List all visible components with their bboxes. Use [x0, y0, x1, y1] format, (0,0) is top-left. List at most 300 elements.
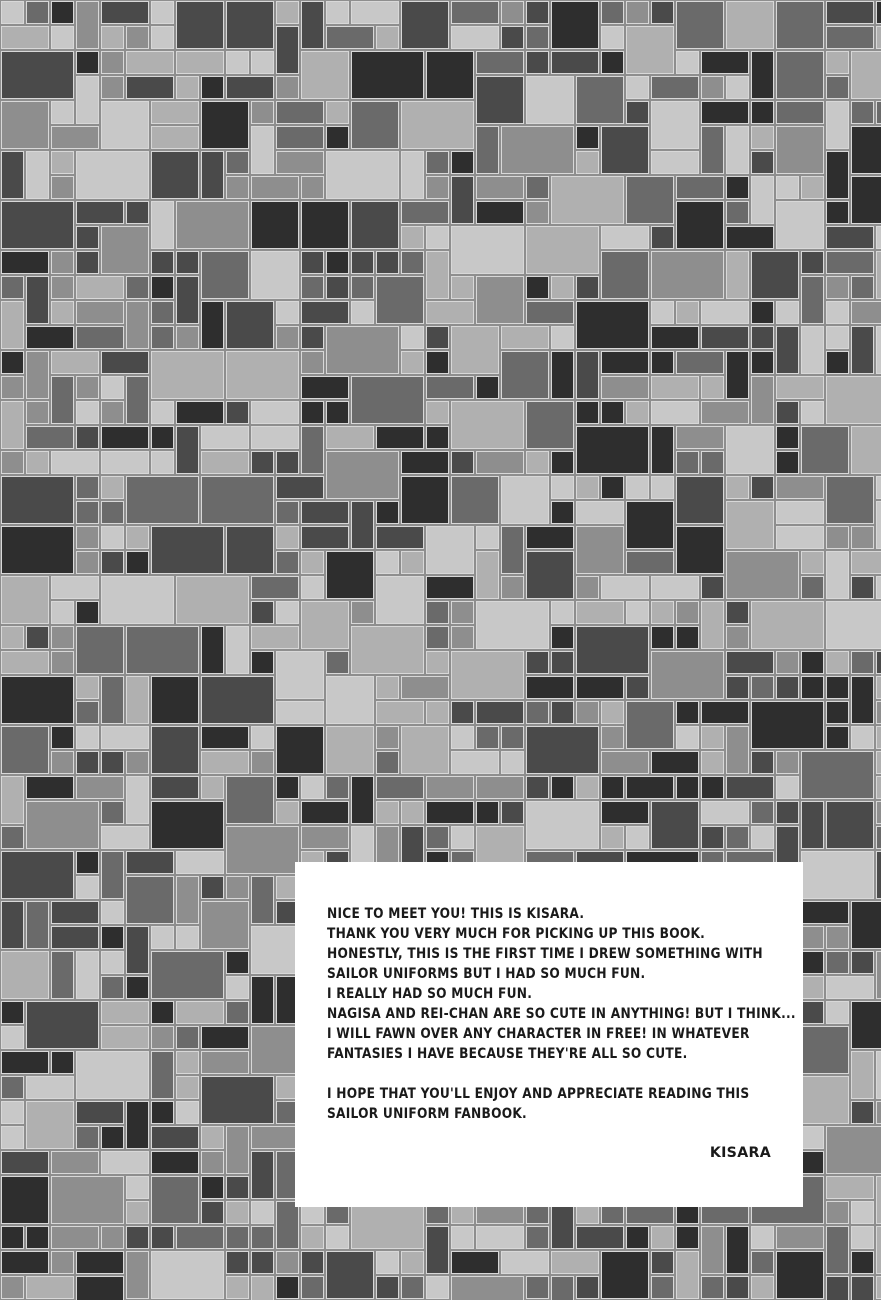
mosaic-tile [252, 252, 299, 299]
mosaic-tile [827, 227, 874, 249]
paragraph-gap [327, 1064, 771, 1084]
mosaic-tile [177, 1002, 224, 1024]
mosaic-tile [302, 577, 324, 599]
mosaic-tile [52, 27, 74, 49]
mosaic-tile [327, 2, 349, 24]
mosaic-tile [802, 1152, 824, 1174]
mosaic-tile [52, 1227, 99, 1249]
mosaic-tile [527, 202, 549, 224]
mosaic-tile [2, 277, 24, 299]
mosaic-tile [827, 27, 874, 49]
mosaic-tile [502, 727, 524, 749]
mosaic-tile [852, 577, 874, 599]
mosaic-tile [252, 1027, 299, 1074]
mosaic-tile [827, 52, 849, 74]
mosaic-tile [277, 777, 299, 799]
mosaic-tile [77, 1277, 124, 1300]
mosaic-tile [602, 1252, 649, 1299]
mosaic-tile [2, 827, 24, 849]
mosaic-tile [427, 1277, 449, 1299]
mosaic-tile [127, 777, 149, 824]
mosaic-tile [127, 1202, 149, 1224]
mosaic-tile [427, 302, 474, 324]
mosaic-tile [77, 1102, 124, 1124]
mosaic-tile [2, 202, 74, 249]
mosaic-tile [427, 377, 474, 399]
mosaic-tile [77, 227, 99, 249]
mosaic-tile [877, 252, 881, 299]
mosaic-tile [177, 402, 224, 424]
mosaic-tile [52, 452, 99, 474]
mosaic-tile [652, 252, 724, 299]
mosaic-tile [577, 777, 599, 799]
mosaic-tile [702, 302, 749, 324]
mosaic-tile [202, 777, 224, 799]
mosaic-tile [152, 952, 224, 999]
mosaic-tile [127, 1227, 149, 1249]
mosaic-tile [77, 377, 99, 399]
mosaic-tile [802, 577, 824, 599]
mosaic-tile [402, 2, 449, 49]
mosaic-tile [552, 702, 574, 724]
mosaic-tile [877, 1102, 881, 1124]
mosaic-tile [77, 552, 99, 574]
mosaic-tile [52, 102, 74, 124]
mosaic-tile [2, 477, 74, 524]
mosaic-tile [452, 727, 474, 749]
mosaic-tile [202, 452, 249, 474]
mosaic-tile [27, 777, 74, 799]
mosaic-tile [802, 1077, 849, 1124]
mosaic-tile [802, 327, 824, 374]
mosaic-tile [352, 1202, 424, 1249]
mosaic-tile [377, 277, 424, 324]
mosaic-tile [727, 777, 774, 799]
mosaic-tile [227, 1277, 249, 1299]
mosaic-tile [652, 1277, 674, 1299]
mosaic-tile [477, 777, 524, 799]
mosaic-tile [77, 327, 124, 349]
mosaic-tile [802, 1127, 824, 1149]
mosaic-tile [252, 52, 274, 74]
mosaic-tile [327, 277, 349, 299]
mosaic-tile [727, 602, 749, 624]
mosaic-tile [177, 1102, 199, 1124]
mosaic-tile [102, 802, 124, 824]
mosaic-tile [552, 627, 574, 649]
mosaic-tile [752, 827, 774, 849]
mosaic-tile [327, 427, 374, 449]
mosaic-tile [102, 902, 124, 924]
mosaic-tile [227, 1202, 249, 1224]
mosaic-tile [27, 1227, 49, 1249]
mosaic-tile [877, 952, 881, 999]
mosaic-tile [352, 377, 424, 424]
mosaic-tile [802, 677, 824, 699]
mosaic-tile [102, 677, 124, 724]
mosaic-tile [827, 2, 874, 24]
mosaic-tile [152, 277, 174, 299]
mosaic-tile [752, 177, 774, 224]
mosaic-tile [527, 452, 549, 474]
mosaic-tile [102, 52, 124, 74]
mosaic-tile [27, 427, 74, 449]
mosaic-tile [852, 1252, 874, 1274]
mosaic-tile [877, 1277, 881, 1299]
mosaic-tile [202, 627, 224, 674]
mosaic-tile [652, 752, 699, 774]
mosaic-tile [677, 602, 699, 624]
mosaic-tile [227, 77, 274, 99]
mosaic-tile [102, 402, 124, 424]
mosaic-tile [327, 727, 374, 774]
mosaic-tile [752, 152, 774, 174]
mosaic-tile [102, 77, 124, 99]
mosaic-tile [277, 1277, 299, 1299]
mosaic-tile [852, 727, 874, 749]
mosaic-tile [402, 802, 424, 824]
mosaic-tile [27, 152, 49, 199]
mosaic-tile [802, 952, 824, 974]
mosaic-tile [277, 802, 299, 824]
mosaic-tile [702, 1277, 724, 1299]
mosaic-tile [327, 327, 399, 374]
mosaic-tile [427, 227, 449, 249]
mosaic-tile [127, 377, 149, 424]
mosaic-tile [427, 427, 449, 449]
mosaic-tile [277, 552, 299, 574]
mosaic-tile [102, 552, 124, 574]
mosaic-tile [752, 102, 774, 124]
mosaic-tile [752, 327, 774, 349]
mosaic-tile [252, 727, 274, 749]
mosaic-tile [577, 1227, 624, 1249]
mosaic-tile [502, 752, 524, 774]
mosaic-tile [752, 1227, 774, 1249]
mosaic-tile [827, 527, 849, 549]
mosaic-tile [427, 1227, 449, 1274]
mosaic-tile [302, 1277, 324, 1299]
mosaic-tile [2, 27, 49, 49]
mosaic-tile [27, 802, 99, 849]
mosaic-tile [252, 877, 274, 924]
mosaic-tile [327, 27, 374, 49]
mosaic-tile [152, 327, 174, 349]
mosaic-tile [452, 327, 499, 374]
mosaic-tile [277, 702, 324, 724]
mosaic-tile [452, 1277, 524, 1300]
mosaic-tile [827, 927, 849, 949]
mosaic-tile [402, 327, 424, 349]
mosaic-tile [452, 1227, 474, 1249]
mosaic-tile [602, 377, 649, 399]
mosaic-tile [52, 2, 74, 24]
mosaic-tile [552, 1277, 574, 1300]
mosaic-tile [677, 1252, 699, 1299]
mosaic-tile [752, 677, 774, 699]
mosaic-tile [252, 752, 274, 774]
mosaic-tile [2, 302, 24, 349]
mosaic-tile [2, 952, 49, 999]
mosaic-tile [277, 302, 299, 324]
mosaic-tile [52, 152, 74, 174]
mosaic-tile [377, 802, 399, 824]
mosaic-tile [677, 477, 724, 524]
mosaic-tile [77, 502, 99, 524]
mosaic-tile [427, 702, 449, 724]
mosaic-tile [527, 77, 574, 124]
mosaic-tile [877, 852, 881, 899]
mosaic-tile [52, 627, 74, 649]
mosaic-tile [652, 227, 674, 249]
mosaic-tile [377, 577, 424, 624]
mosaic-tile [2, 1252, 49, 1274]
mosaic-tile [2, 377, 24, 399]
note-line: NAGISA AND REI-CHAN ARE SO CUTE IN ANYTHING! BUT I THINK... [327, 1006, 796, 1022]
mosaic-tile [277, 1202, 299, 1249]
mosaic-tile [177, 577, 249, 624]
mosaic-tile [577, 1277, 599, 1299]
mosaic-tile [302, 827, 349, 849]
mosaic-tile [52, 1177, 124, 1224]
mosaic-tile [177, 1227, 224, 1249]
mosaic-tile [202, 1052, 249, 1074]
mosaic-tile [827, 802, 874, 849]
mosaic-tile [852, 1277, 874, 1300]
mosaic-tile [452, 177, 474, 224]
mosaic-tile [227, 352, 299, 399]
mosaic-tile [77, 677, 99, 699]
mosaic-tile [452, 452, 474, 474]
note-line: SAILOR UNIFORMS BUT I HAD SO MUCH FUN. [327, 966, 646, 982]
mosaic-tile [152, 402, 174, 424]
mosaic-tile [152, 777, 199, 799]
mosaic-tile [877, 702, 881, 724]
mosaic-tile [652, 602, 674, 624]
mosaic-tile [652, 402, 699, 424]
mosaic-tile [577, 277, 599, 299]
mosaic-tile [652, 627, 674, 649]
mosaic-tile [652, 102, 699, 149]
mosaic-tile [652, 1227, 674, 1249]
mosaic-tile [877, 1052, 881, 1099]
note-line: THANK YOU VERY MUCH FOR PICKING UP THIS BOOK. [327, 926, 706, 942]
mosaic-tile [852, 1202, 874, 1224]
mosaic-tile [2, 1102, 24, 1124]
mosaic-tile [827, 202, 849, 224]
mosaic-tile [702, 1227, 724, 1274]
mosaic-tile [802, 802, 824, 849]
mosaic-tile [352, 202, 399, 249]
mosaic-tile [2, 652, 49, 674]
mosaic-tile [802, 177, 824, 199]
mosaic-tile [277, 477, 324, 499]
mosaic-tile [152, 252, 174, 274]
mosaic-tile [277, 27, 299, 74]
mosaic-tile [627, 677, 649, 699]
mosaic-tile [52, 752, 74, 774]
mosaic-tile [102, 952, 124, 974]
mosaic-tile [302, 302, 349, 324]
mosaic-tile [402, 477, 449, 524]
mosaic-tile [502, 527, 524, 574]
mosaic-tile [777, 802, 799, 824]
mosaic-tile [677, 352, 724, 374]
mosaic-tile [327, 402, 349, 424]
mosaic-tile [702, 802, 749, 824]
mosaic-tile [202, 102, 249, 149]
mosaic-tile [727, 1277, 749, 1299]
mosaic-tile [452, 402, 524, 449]
mosaic-tile [277, 127, 324, 149]
mosaic-tile [602, 52, 624, 74]
mosaic-tile [427, 52, 474, 99]
mosaic-tile [777, 777, 799, 799]
mosaic-tile [702, 77, 724, 99]
mosaic-tile [827, 1277, 849, 1300]
mosaic-tile [527, 702, 549, 724]
mosaic-tile [302, 427, 324, 474]
mosaic-tile [127, 552, 149, 574]
mosaic-tile [2, 1052, 49, 1074]
mosaic-tile [777, 1227, 824, 1249]
mosaic-tile [2, 452, 24, 474]
mosaic-tile [477, 277, 524, 324]
mosaic-tile [202, 477, 274, 524]
mosaic-tile [652, 352, 674, 374]
mosaic-tile [852, 327, 874, 374]
mosaic-tile [827, 1127, 881, 1174]
mosaic-tile [602, 802, 649, 824]
mosaic-tile [202, 302, 224, 349]
mosaic-tile [852, 1002, 881, 1049]
mosaic-tile [552, 502, 574, 524]
mosaic-tile [102, 2, 149, 24]
mosaic-tile [477, 527, 499, 549]
mosaic-tile [227, 1002, 249, 1024]
mosaic-tile [652, 477, 674, 499]
mosaic-tile [877, 727, 881, 749]
mosaic-tile [627, 2, 649, 24]
mosaic-tile [602, 227, 649, 249]
mosaic-tile [277, 602, 299, 624]
mosaic-tile [127, 852, 174, 874]
mosaic-tile [652, 1252, 674, 1274]
mosaic-tile [602, 827, 624, 849]
mosaic-tile [152, 1002, 174, 1024]
mosaic-tile [602, 402, 624, 424]
mosaic-tile [152, 102, 199, 124]
mosaic-tile [577, 402, 599, 424]
mosaic-tile [777, 477, 824, 499]
mosaic-tile [777, 527, 824, 549]
mosaic-tile [702, 52, 749, 74]
mosaic-tile [152, 427, 174, 449]
mosaic-tile [777, 2, 824, 49]
mosaic-tile [427, 327, 449, 349]
mosaic-tile [552, 652, 574, 674]
mosaic-tile [727, 2, 774, 49]
mosaic-tile [352, 602, 374, 624]
mosaic-tile [227, 977, 249, 999]
mosaic-tile [127, 877, 174, 924]
mosaic-tile [527, 527, 574, 549]
mosaic-tile [727, 677, 749, 699]
mosaic-tile [577, 77, 624, 124]
mosaic-tile [227, 827, 299, 874]
mosaic-tile [752, 252, 799, 299]
mosaic-tile [277, 727, 324, 774]
mosaic-tile [327, 102, 349, 124]
mosaic-tile [727, 827, 749, 849]
mosaic-tile [102, 727, 149, 749]
mosaic-tile [102, 577, 174, 624]
mosaic-tile [827, 652, 849, 674]
mosaic-tile [2, 1127, 24, 1149]
mosaic-tile [227, 2, 274, 49]
mosaic-tile [827, 602, 881, 649]
mosaic-tile [827, 477, 874, 524]
mosaic-tile [702, 577, 724, 599]
mosaic-tile [627, 702, 674, 749]
mosaic-tile [152, 927, 174, 949]
mosaic-tile [802, 427, 849, 474]
mosaic-tile [102, 852, 124, 899]
mosaic-tile [677, 527, 724, 574]
mosaic-tile [2, 527, 74, 574]
mosaic-tile [602, 727, 624, 749]
mosaic-tile [127, 52, 174, 74]
mosaic-tile [852, 127, 881, 174]
mosaic-tile [477, 802, 499, 824]
mosaic-tile [427, 577, 474, 599]
mosaic-tile [552, 2, 599, 49]
note-line: HONESTLY, THIS IS THE FIRST TIME I DREW SOMETHING WITH [327, 946, 763, 962]
mosaic-tile [452, 752, 499, 774]
mosaic-tile [277, 102, 324, 124]
mosaic-tile [877, 577, 881, 599]
mosaic-tile [27, 1277, 74, 1299]
mosaic-tile [27, 1077, 74, 1099]
mosaic-tile [852, 677, 874, 724]
mosaic-tile [377, 427, 424, 449]
mosaic-tile [852, 552, 881, 574]
mosaic-tile [327, 1252, 374, 1299]
mosaic-tile [502, 477, 549, 524]
mosaic-tile [627, 552, 674, 574]
mosaic-tile [327, 652, 349, 674]
mosaic-tile [52, 1252, 74, 1274]
mosaic-tile [477, 377, 499, 399]
mosaic-tile [452, 2, 499, 24]
mosaic-tile [252, 452, 274, 474]
mosaic-tile [127, 477, 199, 524]
mosaic-tile [302, 527, 349, 549]
mosaic-tile [477, 177, 524, 199]
mosaic-tile [727, 127, 749, 174]
mosaic-tile [552, 602, 574, 624]
mosaic-tile [452, 627, 474, 649]
mosaic-tile [102, 377, 124, 399]
mosaic-tile [252, 1227, 274, 1249]
mosaic-tile [577, 702, 599, 724]
mosaic-tile [177, 1052, 199, 1074]
mosaic-tile [27, 452, 49, 474]
mosaic-tile [327, 127, 349, 149]
mosaic-tile [827, 952, 849, 974]
mosaic-tile [502, 27, 524, 49]
mosaic-tile [702, 752, 724, 774]
